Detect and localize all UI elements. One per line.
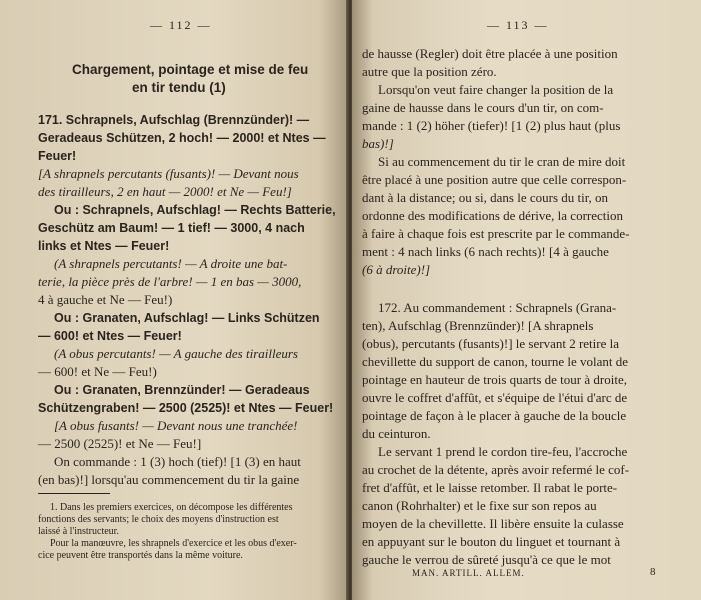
right-page xyxy=(352,0,701,600)
text-line: à faire à chaque fois est prescrite par le commande- xyxy=(362,226,630,241)
text-line: canon (Rohrhalter) et le fixe sur son repos au xyxy=(362,498,597,513)
text-line: (A shrapnels percutants! — A droite une bat- xyxy=(54,256,288,271)
text-line: être placé à une position autre que celle correspon- xyxy=(362,172,627,187)
text-line: (A obus percutants! — A gauche des tirailleurs xyxy=(54,346,298,361)
footnote-line: Pour la manœuvre, les shrapnels d'exercice et les obus d'exer- xyxy=(50,538,297,549)
text-line: Le servant 1 prend le cordon tire-feu, l'accroche xyxy=(378,444,628,459)
text-line: — 2500 (2525)! et Ne — Feu!] xyxy=(38,436,202,451)
text-line: des tirailleurs, 2 en haut — 2000! et Ne — Feu!] xyxy=(38,184,292,199)
text-line: de hausse (Regler) doit être placée à une position xyxy=(362,46,618,61)
text-line: — 600! et Ne — Feu!) xyxy=(38,364,157,379)
text-line: ten), Aufschlag (Brennzünder)! [A shrapnels xyxy=(362,318,594,333)
text-line: Geradeaus Schützen, 2 hoch! — 2000! et Ntes — xyxy=(38,131,326,145)
section-title-line-2: en tir tendu (1) xyxy=(132,80,226,95)
text-line: ouvre le coffret d'affût, et s'équipe de l'étui d'arc de xyxy=(362,390,628,405)
text-line: pointage de façon à le placer à gauche de la boucle xyxy=(362,408,627,423)
signature-number: 8 xyxy=(650,566,656,578)
text-line: mande : 1 (2) höher (tiefer)! [1 (2) plus haut (plus xyxy=(362,118,621,133)
text-line: Si au commencement du tir le cran de mire doit xyxy=(378,154,626,169)
footnote-line: laissé à l'instructeur. xyxy=(38,526,119,537)
text-line: bas)!] xyxy=(362,136,394,151)
text-line: Lorsqu'on veut faire changer la position de la xyxy=(378,82,614,97)
text-line: gaine de hausse dans le cours d'un tir, on com- xyxy=(362,100,604,115)
right-page-number: — 113 — xyxy=(487,18,549,32)
text-line: du ceinturon. xyxy=(362,426,431,441)
footnote-line: fonctions des servants; le choix des moyens d'instruction est xyxy=(38,514,279,525)
text-line: [A shrapnels percutants (fusants)! — Devant nous xyxy=(38,166,299,181)
footnote-rule xyxy=(38,493,110,494)
text-line: terie, la pièce près de l'arbre! — 1 en bas — 3000, xyxy=(38,274,302,289)
text-line: au crochet de la détente, après avoir refermé le cof- xyxy=(362,462,630,477)
text-line: chevillette du support de canon, tourne le volant de xyxy=(362,354,629,369)
text-line: (6 à droite)!] xyxy=(362,262,431,277)
left-page-number: — 112 — xyxy=(150,18,212,32)
text-line: en appuyant sur le bouton du linguet et tournant à xyxy=(362,534,621,549)
text-line: Geschütz am Baum! — 1 tief! — 3000, 4 nach xyxy=(38,221,305,235)
text-line: Ou : Granaten, Aufschlag! — Links Schützen xyxy=(54,311,320,325)
text-line: dant à la distance; ou si, dans le cours du tir, on xyxy=(362,190,609,205)
footnote-line: 1. Dans les premiers exercices, on décompose les différentes xyxy=(50,502,293,513)
text-line: 171. Schrapnels, Aufschlag (Brennzünder)! — xyxy=(38,113,310,127)
text-line: — 600! et Ntes — Feuer! xyxy=(38,329,182,343)
text-line: Ou : Schrapnels, Aufschlag! — Rechts Batterie, xyxy=(54,203,336,217)
text-line: 4 à gauche et Ne — Feu!) xyxy=(38,292,173,307)
left-page xyxy=(0,0,348,600)
text-line: links et Ntes — Feuer! xyxy=(38,239,170,253)
text-line: fret d'affût, et le laisse retomber. Il rabat le porte- xyxy=(362,480,618,495)
text-line: pointage en hauteur de trois quarts de tour à droite, xyxy=(362,372,627,387)
signature-mark: MAN. ARTILL. ALLEM. xyxy=(412,568,525,578)
text-line: moyen de la chevillette. Il libère ensuite la culasse xyxy=(362,516,624,531)
text-line: 172. Au commandement : Schrapnels (Grana- xyxy=(378,300,617,315)
section-title-line-1: Chargement, pointage et mise de feu xyxy=(72,62,309,77)
text-line: ordonne des modifications de dérive, la correction xyxy=(362,208,623,223)
footnote-line: cice peuvent être transportés dans la même voiture. xyxy=(38,550,243,561)
text-line: (en bas)!] lorsqu'au commencement du tir la gaine xyxy=(38,472,300,487)
text-line: gauche le verrou de sûreté jusqu'à ce que le mot xyxy=(362,552,611,567)
text-line: [A obus fusants! — Devant nous une tranchée! xyxy=(54,418,298,433)
text-line: On commande : 1 (3) hoch (tief)! [1 (3) en haut xyxy=(54,454,301,469)
text-line: autre que la position zéro. xyxy=(362,64,497,79)
text-line: Schützengraben! — 2500 (2525)! et Ntes — Feuer! xyxy=(38,401,334,415)
text-line: Feuer! xyxy=(38,149,77,163)
text-line: ment : 4 nach links (6 nach rechts)! [4 à gauche xyxy=(362,244,609,259)
text-line: Ou : Granaten, Brennzünder! — Geradeaus xyxy=(54,383,310,397)
text-line: (obus), percutants (fusants)!] le servant 2 retire la xyxy=(362,336,620,351)
